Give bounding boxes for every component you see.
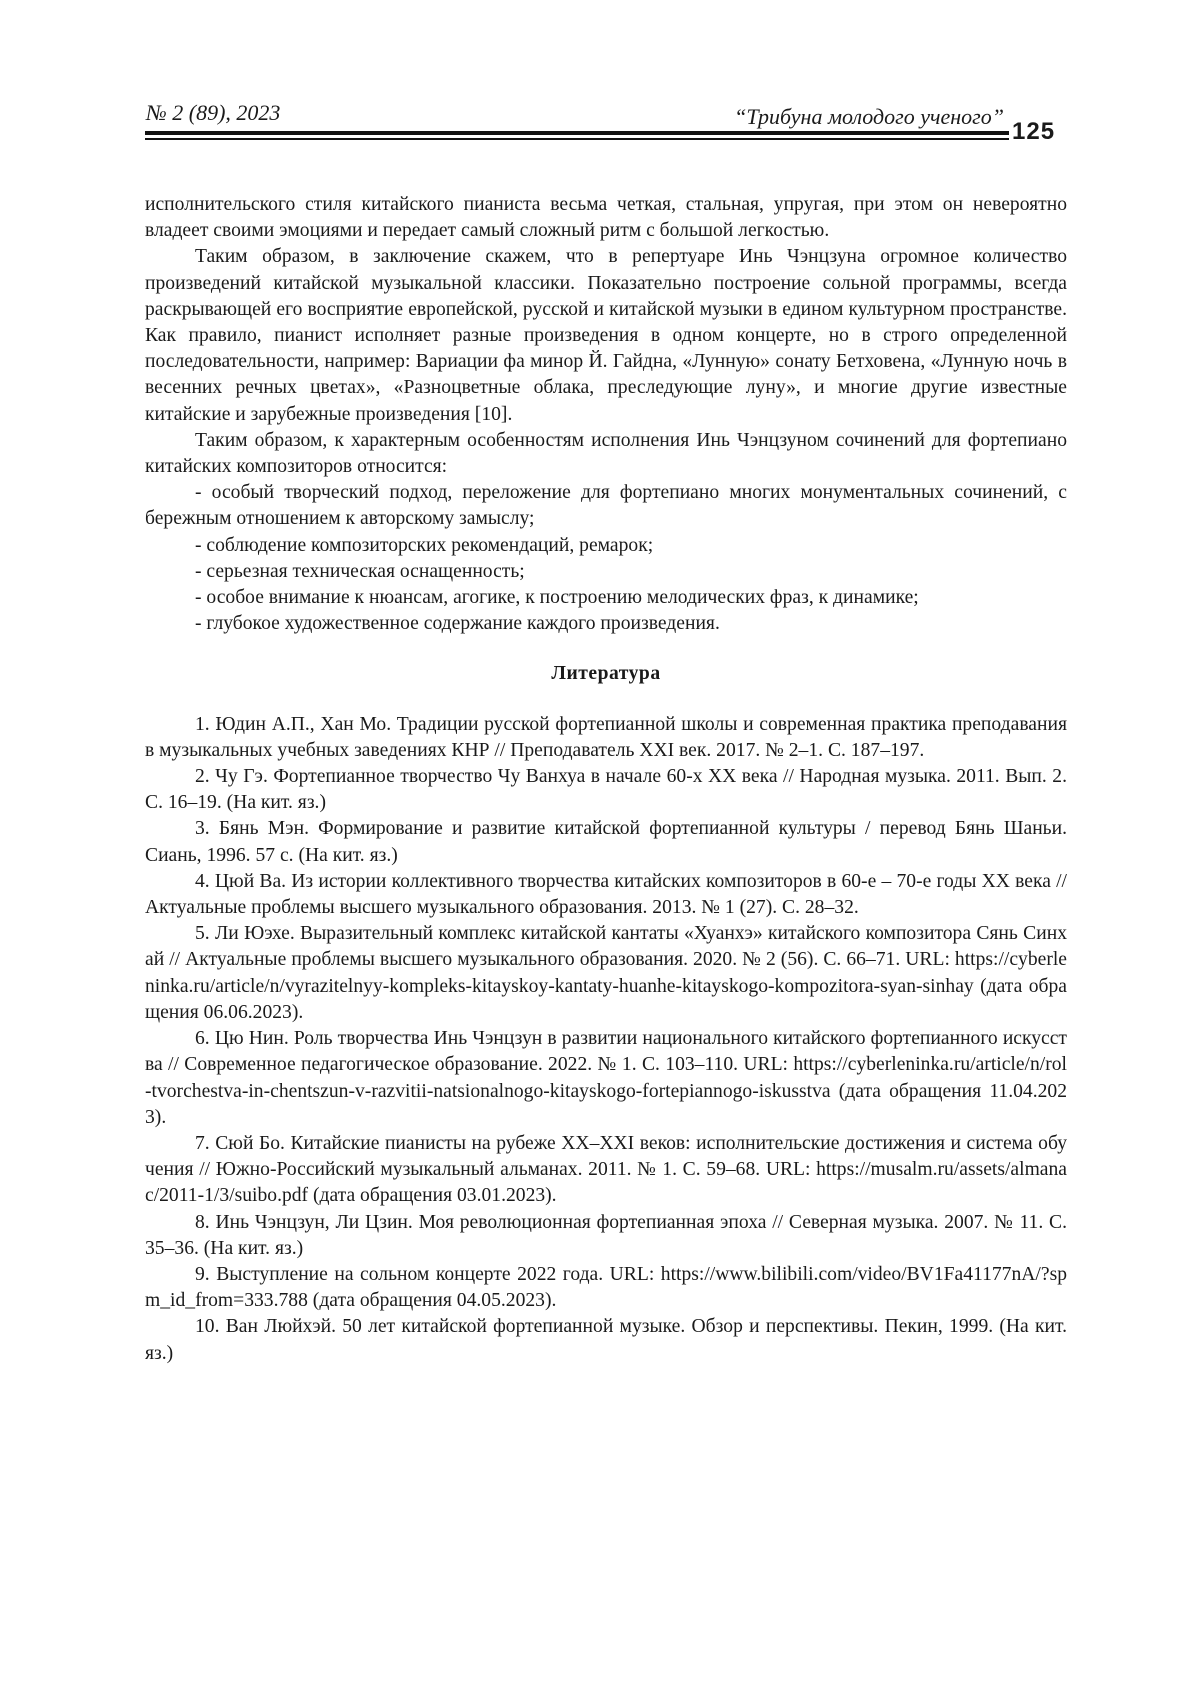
paragraph: исполнительского стиля китайского пианиста весьма четкая, стальная, упругая, при этом он невероятно владеет своими эмоциями и передает самый сложный ритм с большой легкостью. [145, 194, 1067, 242]
reference-item: 3. Бянь Мэн. Формирование и развитие китайской фортепианной культуры / перевод Бянь Шаньи. Сиань, 1996. 57 с. (На кит. яз.) [145, 818, 1067, 866]
reference-item: 8. Инь Чэнцзун, Ли Цзин. Моя революционная фортепианная эпоха // Северная музыка. 2007. № 11. С. 35–36. (На кит. яз.) [145, 1211, 1067, 1259]
reference-item: 5. Ли Юэхе. Выразительный комплекс китайской кантаты «Хуанхэ» китайского композитора Сянь Синхай // Актуальные проблемы высшего музыкального образования. 2020. № 2 (56). С. 66–71. URL: https://cyberleninka.ru/article/n/vyrazitelnyy-kompleks-kitayskoy-kantaty-huanhe-kitayskogo-kompozitora-syan-sinhay (дата обращения 06.06.2023). [145, 923, 1067, 1023]
references-heading: Литература [551, 663, 661, 685]
reference-item: 2. Чу Гэ. Фортепианное творчество Чу Ванхуа в начале 60-х XX века // Народная музыка. 2011. Вып. 2. С. 16–19. (На кит. яз.) [145, 766, 1067, 814]
list-item: - особое внимание к нюансам, агогике, к построению мелодических фраз, к динамике; [195, 587, 919, 609]
issue-label: № 2 (89), 2023 [146, 100, 281, 125]
list-item: - серьезная техническая оснащенность; [195, 560, 525, 582]
reference-item: 9. Выступление на сольном концерте 2022 года. URL: https://www.bilibili.com/video/BV1Fa41177nA/?spm_id_from=333.788 (дата обращения 04.05.2023). [145, 1263, 1067, 1312]
reference-item: 6. Цю Нин. Роль творчества Инь Чэнцзун в развитии национального китайского фортепианного искусства // Современное педагогическое образование. 2022. № 1. С. 103–110. URL: https://cyberleninka.ru/article/n/rol-tvorchestva-in-chentszun-v-razvitii-natsionalnogo-kitayskogo-fortepiannogo-iskusstva (дата обращения 11.04.2023). [145, 1028, 1067, 1128]
list-item: - соблюдение композиторских рекомендаций, ремарок; [195, 534, 654, 556]
paragraph: Таким образом, в заключение скажем, что в репертуаре Инь Чэнцзуна огромное количество произведений китайской музыкальной классики. Показательно построение сольной программы, всегда раскрывающей его восприятие европейской, русской и китайской музыки в едином культурном пространстве. Как правило, пианист исполняет разные произведения в одном концерте, но в строго определенной последовательности, например: Вариации фа минор Й. Гайдна, «Лунную» сонату Бетховена, «Лунную ночь в весенних речных цветах», «Разноцветные облака, преследующие луну», и многие другие известные китайские и зарубежные произведения [10]. [145, 246, 1067, 425]
reference-item: 10. Ван Люйхэй. 50 лет китайской фортепианной музыке. Обзор и перспективы. Пекин, 1999. (На кит. яз.) [145, 1316, 1067, 1364]
list-item: - особый творческий подход, переложение для фортепиано многих монументальных сочинений, с бережным отношением к авторскому замыслу; [145, 482, 1067, 530]
header-rule-thin [145, 138, 1009, 140]
journal-title: “Трибуна молодого ученого” [734, 104, 1004, 129]
paragraph: Таким образом, к характерным особенностям исполнения Инь Чэнцзуном сочинений для фортепиано китайских композиторов относится: [145, 429, 1067, 478]
reference-item: 1. Юдин А.П., Хан Мо. Традиции русской фортепианной школы и современная практика преподавания в музыкальных учебных заведениях КНР // Преподаватель XXI век. 2017. № 2–1. С. 187–197. [145, 713, 1067, 761]
header-rule-thick [145, 131, 1009, 135]
article-body [145, 192, 1067, 1367]
page-number: 125 [1012, 118, 1056, 145]
list-item: - глубокое художественное содержание каждого произведения. [195, 613, 720, 635]
reference-item: 4. Цюй Ва. Из истории коллективного творчества китайских композиторов в 60-е – 70-е годы XX века // Актуальные проблемы высшего музыкального образования. 2013. № 1 (27). С. 28–32. [145, 870, 1067, 919]
reference-item: 7. Сюй Бо. Китайские пианисты на рубеже XX–XXI веков: исполнительские достижения и система обучения // Южно-Российский музыкальный альманах. 2011. № 1. С. 59–68. URL: https://musalm.ru/assets/almanac/2011-1/3/suibo.pdf (дата обращения 03.01.2023). [145, 1132, 1067, 1207]
